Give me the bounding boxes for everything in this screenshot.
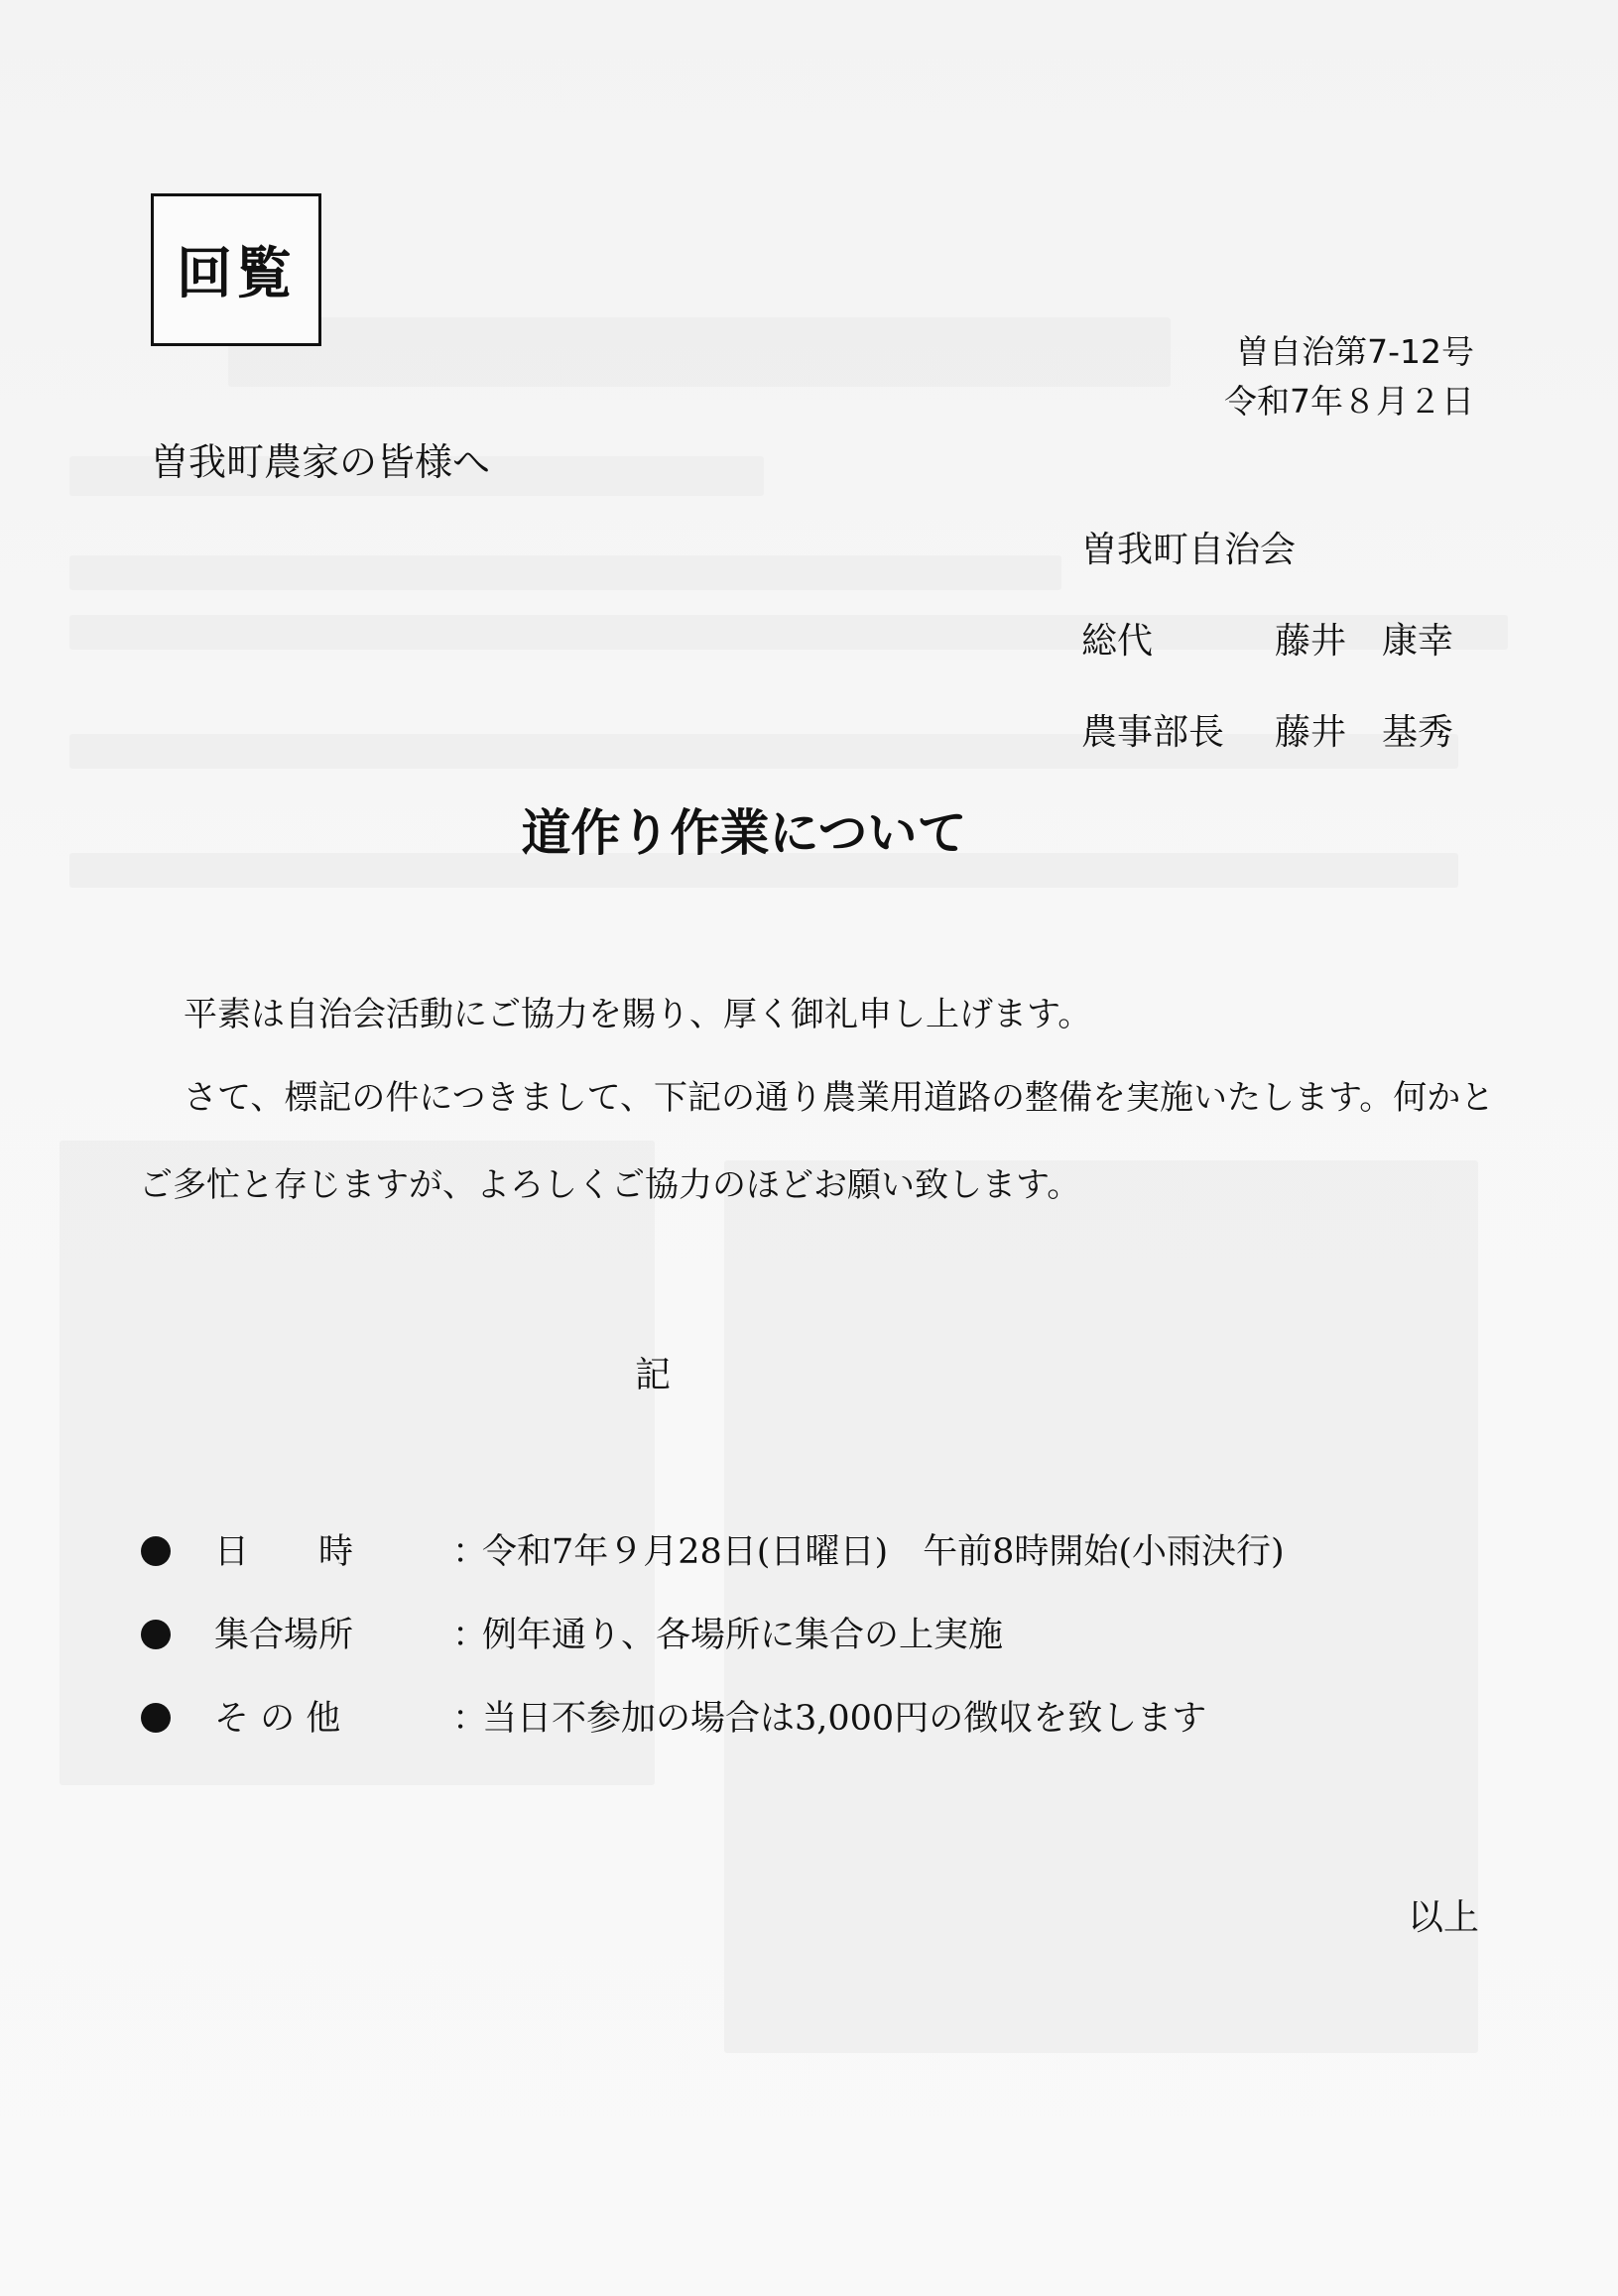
detail-item-datetime bbox=[141, 1527, 1285, 1611]
details-list bbox=[141, 1527, 1285, 1777]
show-through-shadow bbox=[228, 317, 1171, 387]
sender-role: 農事部長 bbox=[1081, 712, 1225, 753]
body-text bbox=[139, 992, 1508, 1208]
body-line: ご多忙と存じますが、よろしくご協力のほどお願い致します。 bbox=[139, 1165, 1081, 1205]
sender-name: 藤井 基秀 bbox=[1275, 712, 1454, 753]
detail-item-other bbox=[141, 1694, 1285, 1777]
sender-person bbox=[1081, 617, 1453, 708]
greeting-paragraph: 平素は自治会活動にご協力を賜り、厚く御礼申し上げます。 bbox=[184, 995, 1092, 1034]
detail-label: 日 時 bbox=[214, 1532, 354, 1572]
document-header bbox=[1224, 327, 1474, 426]
detail-item-meeting-place bbox=[141, 1611, 1285, 1694]
ki-heading: 記 bbox=[635, 1355, 672, 1395]
show-through-shadow bbox=[69, 555, 1061, 590]
body-line: さて、標記の件につきまして、下記の通り農業用道路の整備を実施いたします。何かと bbox=[184, 1078, 1495, 1118]
bullet-icon bbox=[141, 1620, 171, 1649]
detail-value: 例年通り、各場所に集合の上実施 bbox=[482, 1616, 1004, 1655]
document-title: 道作り作業について bbox=[521, 803, 967, 862]
sender-person bbox=[1081, 708, 1453, 799]
detail-value: 当日不参加の場合は3,000円の徴収を致します bbox=[482, 1699, 1207, 1739]
colon-separator: ： bbox=[452, 1616, 488, 1655]
sender-name: 藤井 康幸 bbox=[1275, 621, 1454, 662]
bullet-icon bbox=[141, 1536, 171, 1566]
document-number: 曽自治第7-12号 bbox=[1236, 332, 1474, 371]
bullet-icon bbox=[141, 1703, 171, 1733]
closing-mark: 以上 bbox=[1407, 1897, 1479, 1938]
detail-value: 令和7年９月28日(日曜日) 午前8時開始(小雨決行) bbox=[482, 1532, 1285, 1572]
sender-organization: 曽我町自治会 bbox=[1081, 530, 1297, 570]
circulation-stamp bbox=[151, 193, 321, 346]
stamp-label: 回覧 bbox=[177, 241, 296, 306]
sender-block bbox=[1081, 526, 1453, 799]
detail-label: 集合場所 bbox=[214, 1616, 354, 1655]
colon-separator: ： bbox=[452, 1532, 488, 1572]
detail-label: そ の 他 bbox=[214, 1699, 341, 1739]
document-date: 令和7年８月２日 bbox=[1224, 382, 1474, 421]
colon-separator: ： bbox=[452, 1699, 488, 1739]
addressee: 曽我町農家の皆様へ bbox=[151, 440, 491, 484]
sender-role: 総代 bbox=[1081, 621, 1154, 662]
